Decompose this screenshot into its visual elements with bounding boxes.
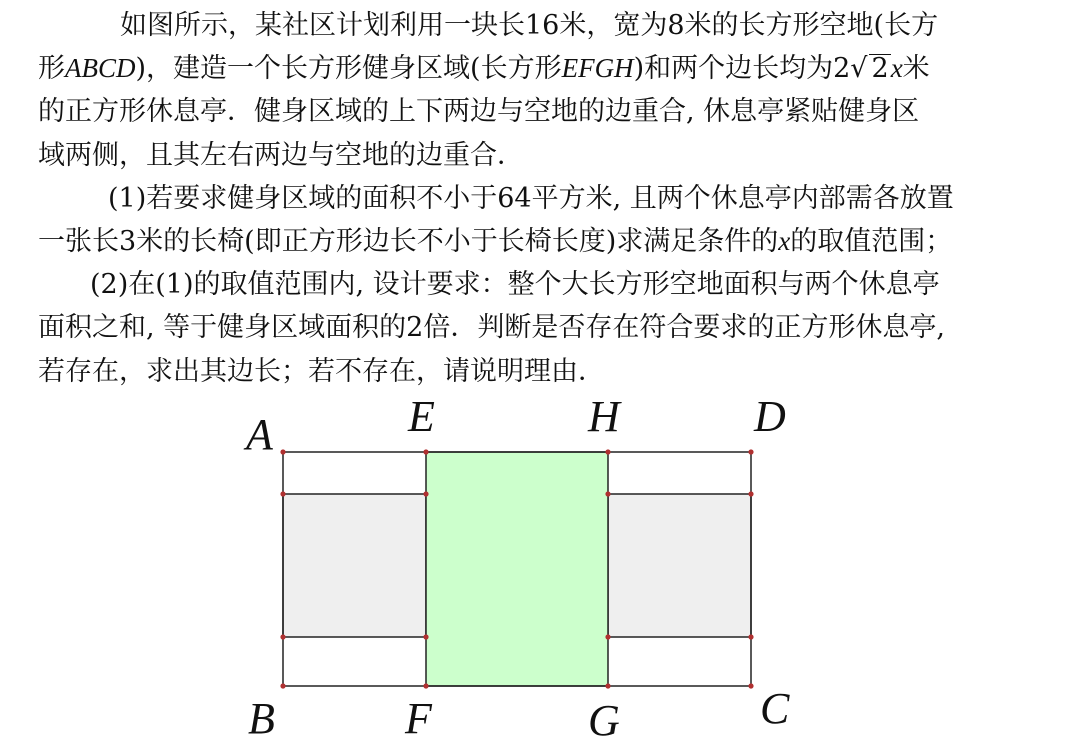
- left-pavilion: [283, 494, 426, 637]
- variable-x: x: [890, 53, 903, 84]
- pavilion-corner: [605, 491, 610, 496]
- variable-x: x: [778, 226, 791, 257]
- figure-svg: [230, 385, 830, 756]
- problem-line-1: [38, 4, 1058, 47]
- point-h: [605, 449, 610, 454]
- text-span: 米: [902, 53, 930, 85]
- question-2-line-2: [38, 306, 1058, 349]
- pavilion-corner: [423, 491, 428, 496]
- fitness-area: [426, 452, 608, 686]
- label-e: E: [408, 392, 435, 441]
- label-c: C: [760, 684, 790, 733]
- problem-line-3: [38, 90, 1058, 133]
- right-pavilion: [608, 494, 751, 637]
- point-g: [605, 683, 610, 688]
- pavilion-corner: [280, 634, 285, 639]
- problem-line-4: [38, 134, 1058, 177]
- text-span: (2)在(1)的取值范围内, 设计要求：整个大长方形空地面积与两个休息亭: [90, 269, 940, 301]
- text-span: (1)若要求健身区域的面积不小于64平方米, 且两个休息亭内部需各放置: [108, 182, 954, 214]
- text-span: 域两侧，且其左右两边与空地的边重合．: [38, 139, 524, 171]
- text-span: )，建造一个长方形健身区域(长方形: [135, 53, 562, 85]
- sqrt-icon: √: [850, 53, 868, 85]
- text-span: )和两个边长均为2: [633, 53, 851, 85]
- label-a: A: [246, 410, 273, 459]
- text-span: 如图所示，某社区计划利用一块长16米，宽为8米的长方形空地(长方: [120, 10, 939, 41]
- problem-line-2: [38, 47, 1058, 90]
- pavilion-corner: [280, 491, 285, 496]
- text-span: 若存在，求出其边长；若不存在，请说明理由．: [38, 355, 605, 387]
- question-1-line-1: [38, 177, 1058, 220]
- text-span: 一张长3米的长椅(即正方形边长不小于长椅长度)求满足条件的: [38, 226, 779, 258]
- sqrt-radicand: 2: [869, 54, 891, 82]
- point-c: [748, 683, 753, 688]
- pavilion-corner: [423, 634, 428, 639]
- pavilion-corner: [605, 634, 610, 639]
- label-g: G: [588, 696, 620, 745]
- label-b: B: [248, 694, 275, 743]
- problem-text: [38, 4, 1058, 393]
- label-d: D: [754, 392, 786, 441]
- text-span: 面积之和, 等于健身区域面积的2倍．判断是否存在符合要求的正方形休息亭,: [38, 312, 945, 344]
- point-f: [423, 683, 428, 688]
- label-f: F: [405, 694, 432, 743]
- rect-abcd-name: ABCD: [65, 53, 136, 84]
- text-span: 的正方形休息亭．健身区域的上下两边与空地的边重合, 休息亭紧贴健身区: [38, 96, 920, 128]
- point-e: [423, 449, 428, 454]
- text-span: 形: [38, 53, 65, 85]
- point-a: [280, 449, 285, 454]
- rect-efgh-name: EFGH: [561, 53, 634, 84]
- label-h: H: [588, 392, 620, 441]
- pavilion-corner: [748, 634, 753, 639]
- geometry-figure: [230, 385, 830, 756]
- text-span: 的取值范围；: [790, 226, 953, 258]
- question-2-line-1: [38, 263, 1058, 306]
- question-1-line-2: [38, 220, 1058, 263]
- point-d: [748, 449, 753, 454]
- point-b: [280, 683, 285, 688]
- pavilion-corner: [748, 491, 753, 496]
